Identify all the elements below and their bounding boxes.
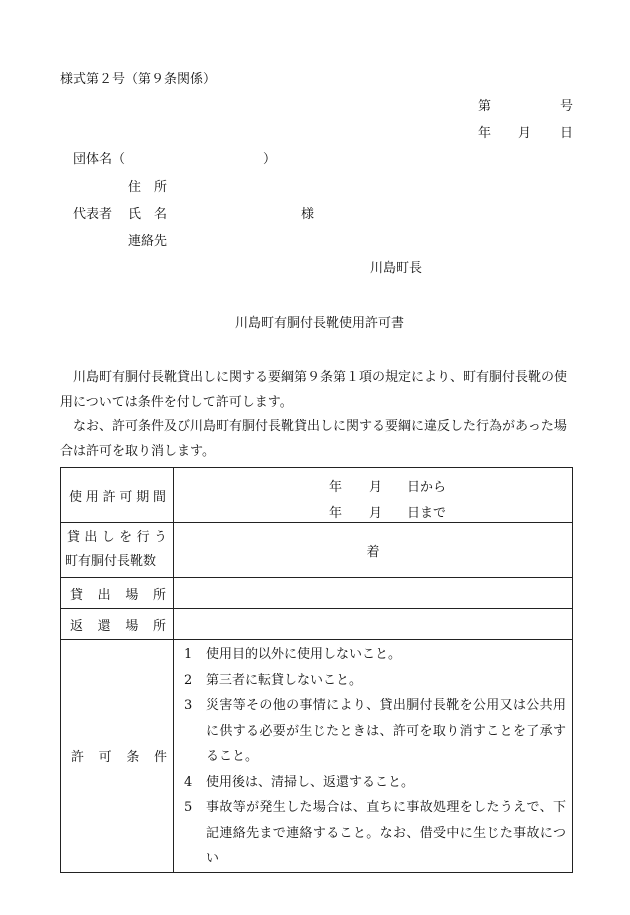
group-name-label: 団体名（	[73, 152, 126, 167]
representative-label: 代表者	[73, 207, 113, 222]
name-label: 氏 名	[128, 207, 168, 222]
condition-item	[184, 693, 566, 770]
return-place-value	[174, 609, 573, 640]
condition-item	[184, 642, 566, 668]
period-to	[174, 495, 572, 521]
permit-table	[60, 467, 573, 873]
lending-place-value	[174, 578, 573, 609]
number-suffix: 号	[560, 99, 574, 114]
boots-label-cell	[61, 523, 174, 578]
period-to-day: 日まで	[407, 506, 447, 521]
lending-place-label-cell	[61, 578, 174, 609]
boots-label-line2: 町有胴付長靴数	[65, 554, 157, 569]
lending-place-row	[61, 578, 573, 609]
return-place-label: 返 還 場 所	[70, 618, 166, 634]
condition-number: 5	[184, 800, 193, 815]
date-year: 年	[478, 126, 492, 141]
condition-text: 第三者に転貸しないこと。	[206, 672, 363, 688]
form-number: 様式第２号（第９条関係）	[60, 72, 217, 87]
boots-row	[61, 523, 573, 578]
condition-number: 4	[184, 774, 193, 790]
condition-text: 使用目的以外に使用しないこと。	[206, 647, 402, 662]
boots-label-line1: 貸 出 し を 行 う	[67, 530, 167, 545]
period-from-year: 年	[329, 480, 343, 495]
period-from	[174, 469, 572, 495]
return-place-label-cell	[61, 609, 174, 640]
period-label: 使 用 許 可 期 間	[69, 489, 166, 505]
period-from-day: 日から	[407, 480, 447, 495]
lending-place-label: 貸 出 場 所	[70, 587, 166, 603]
period-label-cell	[61, 468, 174, 523]
date-day: 日	[560, 126, 574, 141]
period-to-month: 月	[369, 506, 383, 521]
issuer: 川島町長	[370, 261, 423, 276]
conditions-label: 許 可 条 件	[71, 750, 167, 766]
boots-unit: 着	[366, 544, 380, 560]
address-label: 住 所	[128, 180, 168, 195]
period-row	[61, 468, 573, 523]
number-prefix: 第	[478, 99, 492, 114]
conditions-label-cell	[61, 640, 174, 873]
document-title: 川島町有胴付長靴使用許可書	[235, 316, 405, 331]
return-place-row	[61, 609, 573, 640]
date-month: 月	[518, 126, 532, 141]
period-from-month: 月	[369, 480, 383, 495]
condition-text: 事故等が発生した場合は、直ちに事故処理をしたうえで、下記連絡先まで連絡すること。なお、借受中に生じた事故につい	[206, 800, 566, 866]
condition-text: 災害等その他の事情により、貸出胴付長靴を公用又は公共用に供する必要が生じたときは、許可を取り消すことを了承すること。	[206, 698, 566, 764]
body-paragraph-2: なお、許可条件及び川島町有胴付長靴貸出しに関する要綱に違反した行為があった場合は許可を取り消します。	[60, 419, 567, 459]
period-value-cell	[174, 468, 573, 523]
boots-value-cell	[174, 523, 573, 578]
group-name-close: ）	[263, 152, 277, 167]
honorific: 様	[301, 207, 315, 222]
condition-item	[184, 668, 566, 694]
conditions-row	[61, 640, 573, 873]
period-to-year: 年	[329, 506, 343, 521]
condition-item	[184, 795, 566, 872]
contact-label: 連絡先	[128, 234, 168, 249]
condition-number: 2	[184, 672, 193, 688]
condition-text: 使用後は、清掃し、返還すること。	[206, 774, 415, 790]
conditions-list	[174, 640, 573, 873]
body-paragraph-1: 川島町有胴付長靴貸出しに関する要綱第９条第１項の規定により、町有胴付長靴の使用については条件を付して許可します。	[60, 370, 568, 410]
condition-item	[184, 770, 566, 796]
condition-number: 3	[184, 698, 193, 713]
condition-number: 1	[184, 647, 193, 662]
